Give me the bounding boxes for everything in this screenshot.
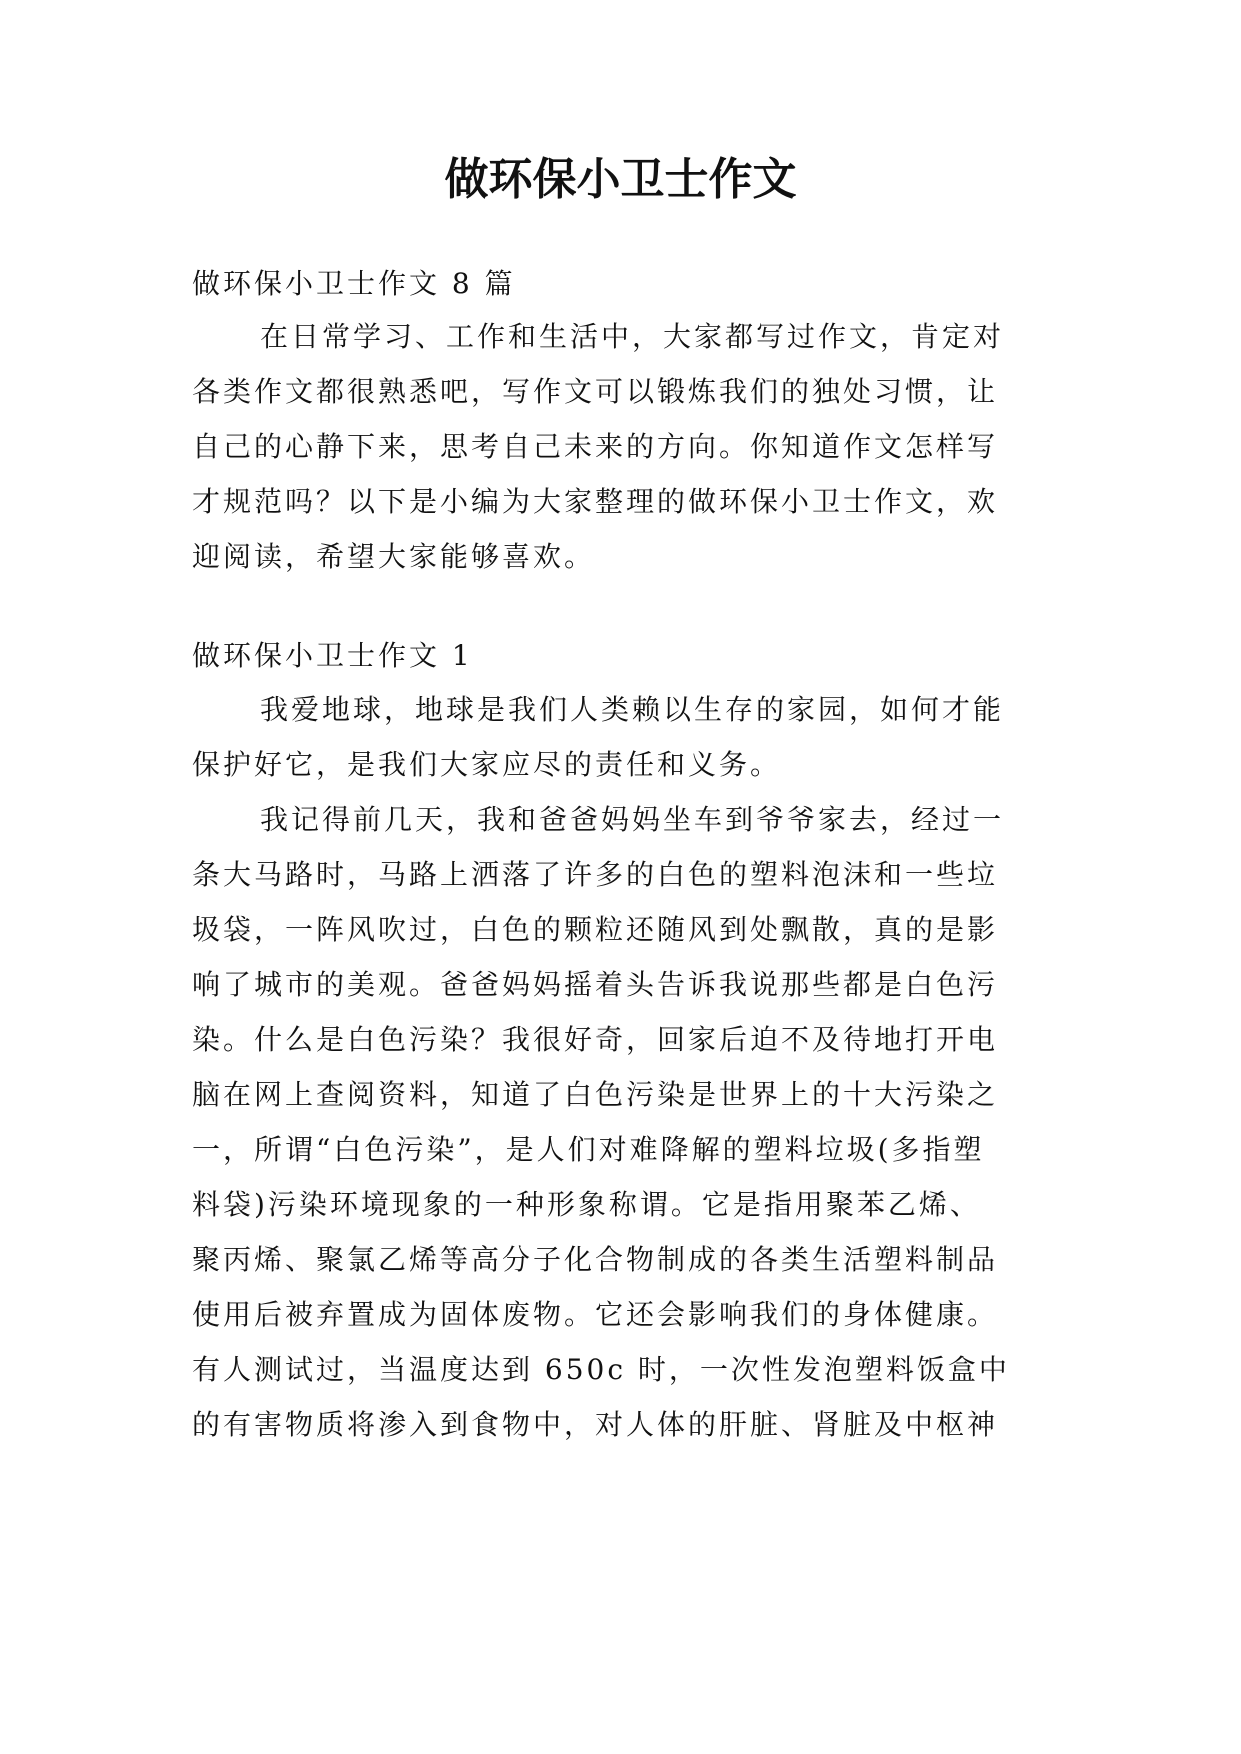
intro-line: 才规范吗？以下是小编为大家整理的做环保小卫士作文，欢 (192, 485, 999, 518)
paragraph-line: 保护好它，是我们大家应尽的责任和义务。 (192, 748, 782, 781)
paragraph-line: 料袋)污染环境现象的一种形象称谓。它是指用聚苯乙烯、 (192, 1188, 981, 1221)
paragraph-line: 响了城市的美观。爸爸妈妈摇着头告诉我说那些都是白色污 (192, 968, 999, 1001)
paragraph-line: 条大马路时，马路上洒落了许多的白色的塑料泡沫和一些垃 (192, 858, 999, 891)
intro-line: 在日常学习、工作和生活中，大家都写过作文，肯定对 (260, 320, 1005, 353)
paragraph-line: 圾袋，一阵风吹过，白色的颗粒还随风到处飘散，真的是影 (192, 913, 999, 946)
paragraph-line: 有人测试过，当温度达到 650c 时，一次性发泡塑料饭盒中 (192, 1353, 1010, 1386)
document-title: 做环保小卫士作文 (444, 154, 797, 205)
paragraph-line: 的有害物质将渗入到食物中，对人体的肝脏、肾脏及中枢神 (192, 1408, 999, 1441)
paragraph-line: 脑在网上查阅资料，知道了白色污染是世界上的十大污染之 (192, 1078, 999, 1111)
document-subtitle: 做环保小卫士作文 8 篇 (192, 267, 516, 300)
paragraph-line: 使用后被弃置成为固体废物。它还会影响我们的身体健康。 (192, 1298, 999, 1331)
paragraph-line: 一，所谓“白色污染”，是人们对难降解的塑料垃圾(多指塑 (192, 1133, 985, 1166)
section-heading: 做环保小卫士作文 1 (192, 639, 473, 672)
paragraph-line: 聚丙烯、聚氯乙烯等高分子化合物制成的各类生活塑料制品 (192, 1243, 999, 1276)
paragraph-line: 我爱地球，地球是我们人类赖以生存的家园，如何才能 (260, 693, 1005, 726)
intro-line: 各类作文都很熟悉吧，写作文可以锻炼我们的独处习惯，让 (192, 375, 999, 408)
intro-line: 自己的心静下来，思考自己未来的方向。你知道作文怎样写 (192, 430, 999, 463)
intro-line: 迎阅读，希望大家能够喜欢。 (192, 540, 596, 573)
paragraph-line: 染。什么是白色污染？我很好奇，回家后迫不及待地打开电 (192, 1023, 999, 1056)
paragraph-line: 我记得前几天，我和爸爸妈妈坐车到爷爷家去，经过一 (260, 803, 1005, 836)
